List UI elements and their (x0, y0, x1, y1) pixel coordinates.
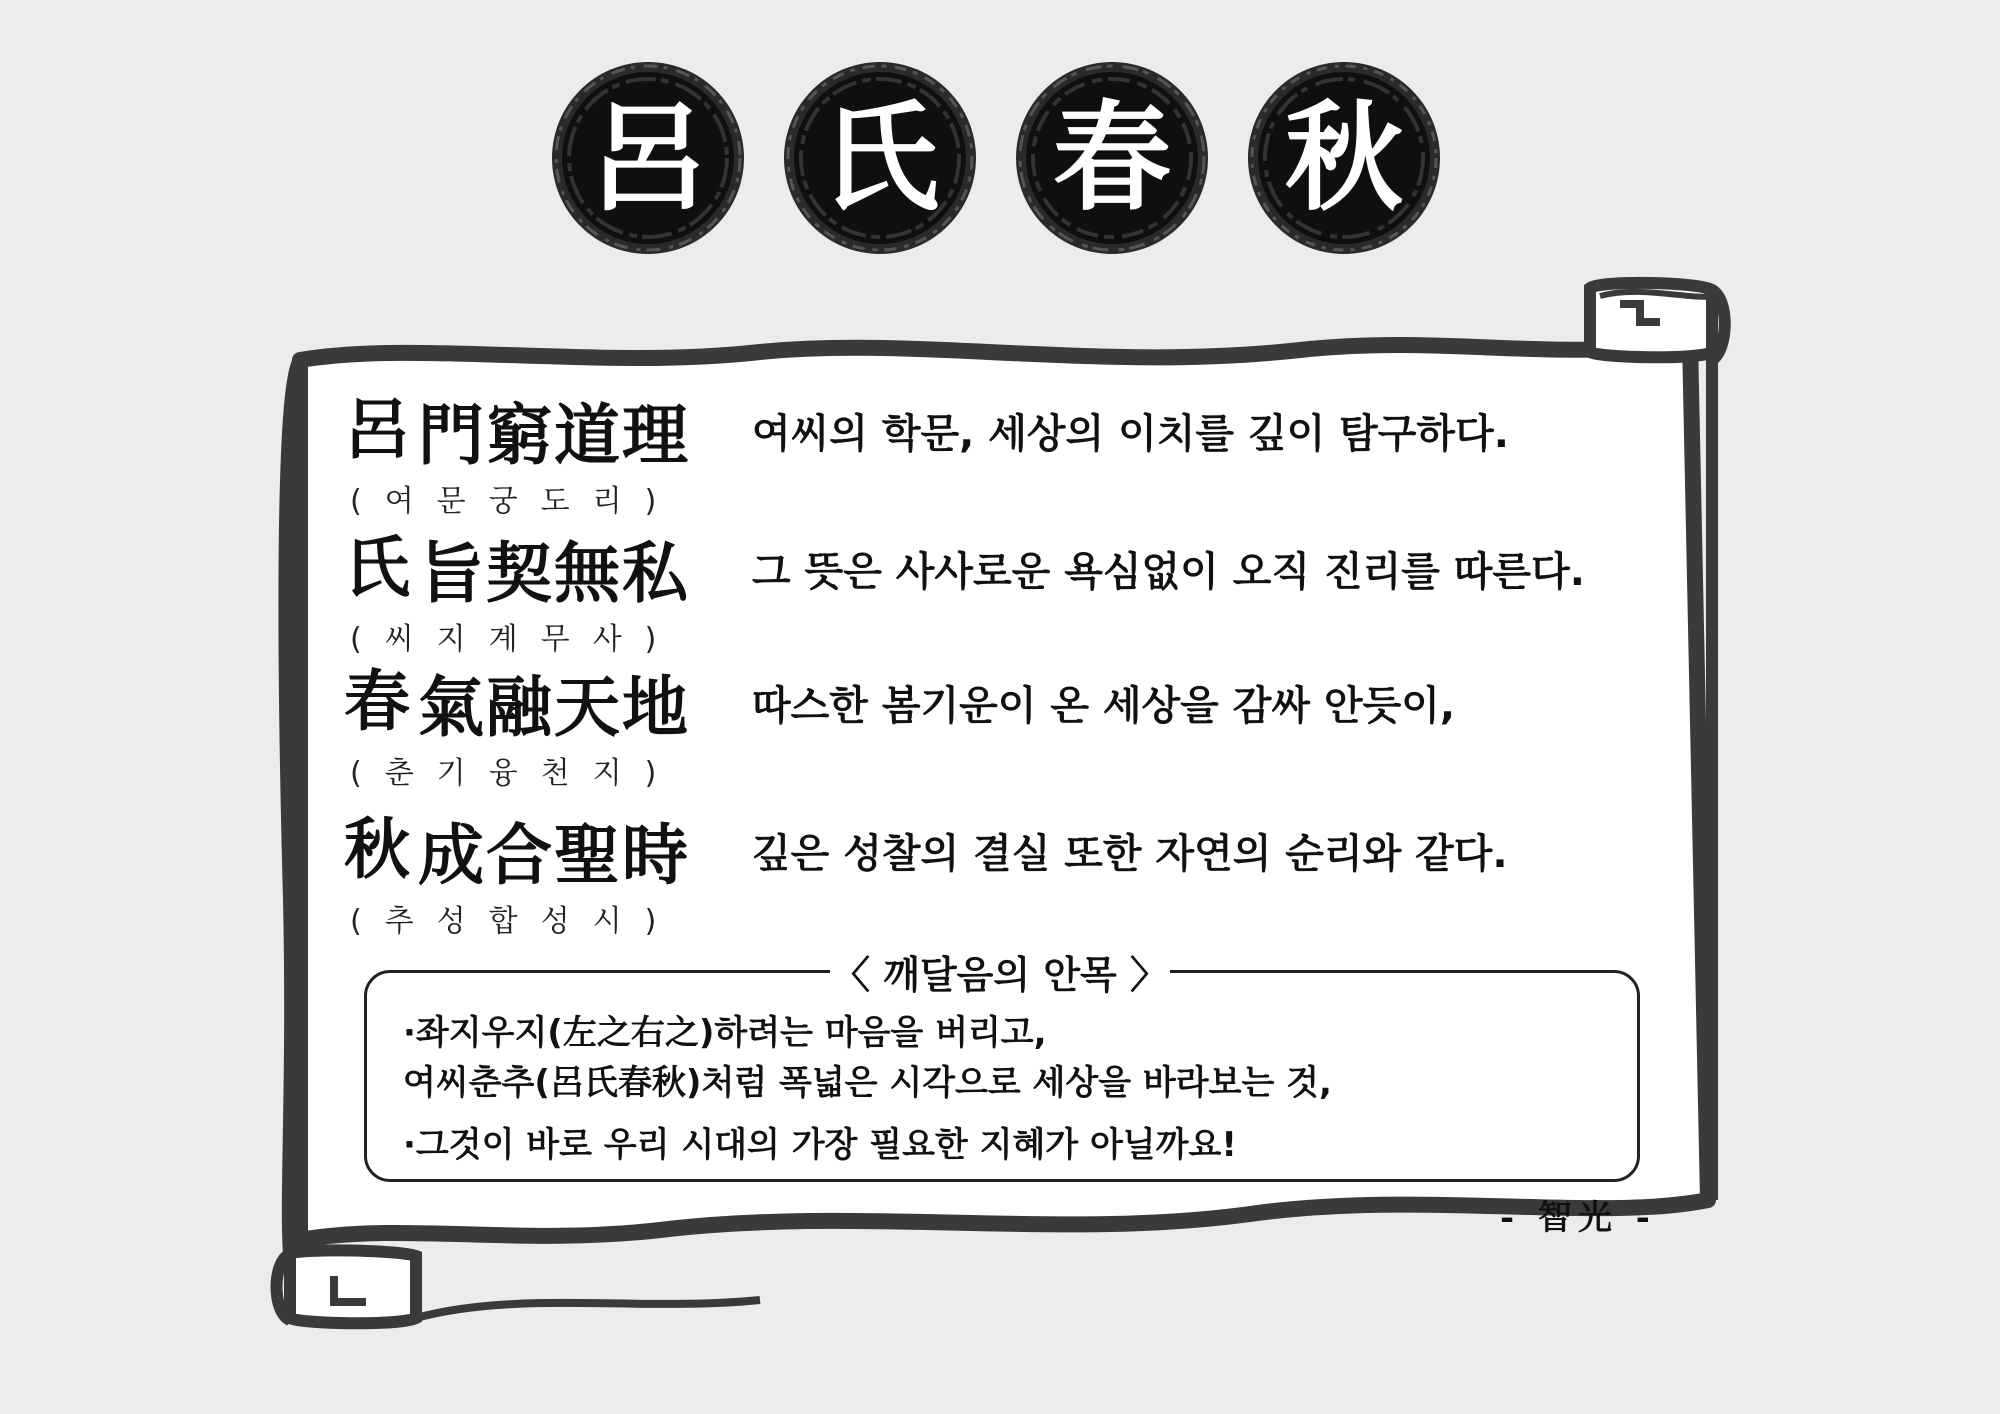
hanja-initial: 秋 (340, 809, 416, 889)
hanja-initial: 呂 (340, 389, 416, 469)
title-char: 春 (1052, 88, 1171, 227)
title-char: 秋 (1284, 88, 1403, 227)
verse-row-4 (340, 804, 1700, 954)
insight-line-3: ·그것이 바로 우리 시대의 가장 필요한 지혜가 아닐까요! (403, 1125, 1237, 1165)
hanja-phrase (340, 384, 690, 474)
verse-meaning: 따스한 봄기운이 온 세상을 감싸 안듯이, (752, 683, 1456, 729)
hanja-phrase (340, 522, 690, 612)
hanja-phrase (340, 656, 690, 746)
hanja-rest: 氣融天地 (418, 667, 690, 746)
insight-line-1: ·좌지우지(左之右之)하려는 마음을 버리고, (403, 1013, 1047, 1053)
hanja-initial: 春 (340, 661, 416, 741)
insight-box (364, 970, 1640, 1182)
hangul-reading: (춘기융천지) (350, 756, 680, 791)
hangul-reading: (씨지계무사) (350, 622, 680, 657)
hanja-phrase (340, 804, 690, 894)
hanja-rest: 成合聖時 (418, 815, 690, 894)
hangul-reading: (추성합성시) (350, 904, 680, 939)
hanja-rest: 旨契無私 (418, 533, 690, 612)
verse-meaning: 깊은 성찰의 결실 또한 자연의 순리와 같다. (752, 831, 1508, 877)
signature: - 智光 - (1500, 1198, 1656, 1238)
verse-meaning: 여씨의 학문, 세상의 이치를 깊이 탐구하다. (752, 411, 1509, 457)
insight-box-title: 〈 깨달음의 안목 〉 (830, 944, 1170, 999)
hangul-reading: (여문궁도리) (350, 484, 680, 519)
verse-row-3 (340, 656, 1700, 806)
verse-row-2 (340, 522, 1700, 672)
insight-line-2: 여씨춘추(呂氏春秋)처럼 폭넓은 시각으로 세상을 바라보는 것, (403, 1063, 1332, 1103)
verse-meaning: 그 뜻은 사사로운 욕심없이 오직 진리를 따른다. (752, 549, 1585, 595)
verse-row-1 (340, 384, 1700, 534)
hanja-initial: 氏 (340, 527, 416, 607)
title-char: 呂 (588, 88, 707, 227)
title-char: 氏 (820, 88, 939, 227)
hanja-rest: 門窮道理 (418, 395, 690, 474)
